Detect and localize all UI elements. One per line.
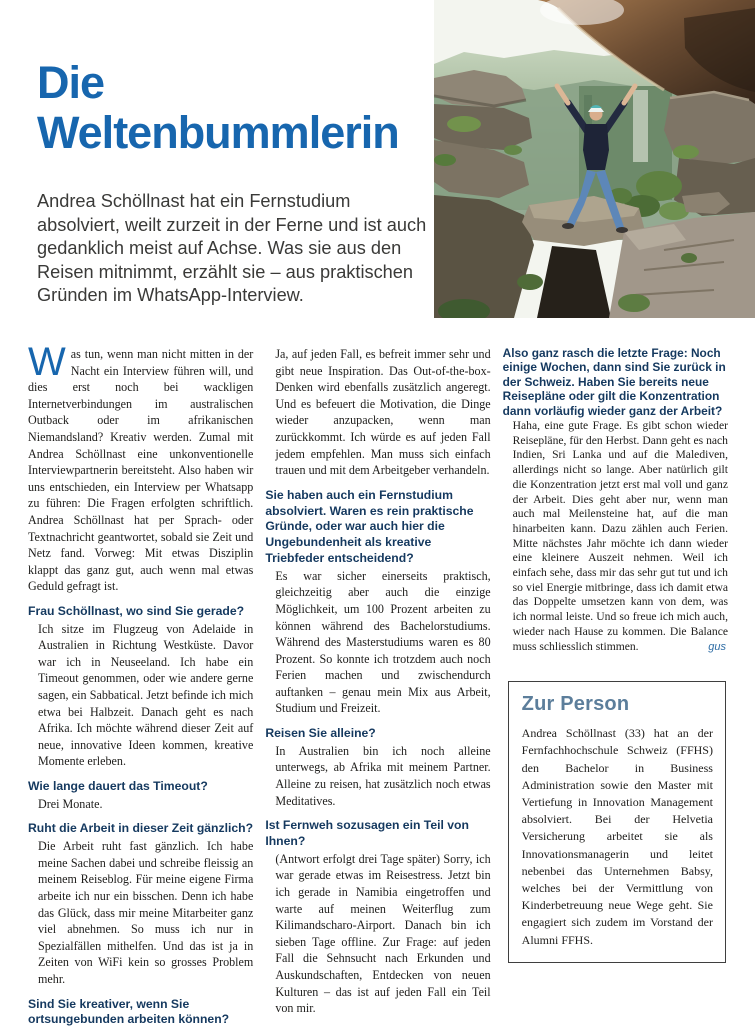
- article-header: [37, 58, 435, 308]
- answer: Ja, auf jeden Fall, es befreit immer sehr und gibt neue Inspiration. Das Out-of-the-box-Denken wird ebenfalls zusätzlich angeregt. Und es befeuert die Motivation, die Dinge wieder anzupacken, wenn man zurückkommt. Ich würde es auf jeden Fall jedem empfehlen. Man muss sich einfach trauen und mit dem Arbeitgeber verhandeln.: [275, 347, 491, 478]
- person-box-text: Andrea Schöllnast (33) hat an der Fernfachhochschule Schweiz (FFHS) den Bachelor in Business Administration sowie den Master mit Vertiefung in Innovation Management absolviert. Bei der Helvetia Versicherung arbeitet sie als Innovationsmanagerin und leitet nebenbei das Unternehmen Babsy, welches bei der Vermittlung von Kinderbetreuung neue Wege geht. Sie engagiert sich zudem im Vorstand der Alumni FFHS.: [521, 726, 713, 947]
- article-body: [28, 340, 728, 1029]
- hero-photo: [434, 0, 755, 318]
- lead-text: as tun, wenn man nicht mitten in der Nacht ein Interview führen will, und dies erst noch bei wackligen Internetverbindungen im australischen Outback oder im afrikanischen Niemandsland? Kreativ werden. Zumal mit Andrea Schöllnast eine unkonventionelle Interviewpartnerin bereitsteht. Also haben wir uns entschieden, ein Interview per Whatsapp zu führen: Die Fragen erfolgten schriftlich. Andrea Schöllnast hat per Sprach- oder Textnachricht geantwortet, sobald sie Zeit und Netz fand. Vorweg: Mit etwas Disziplin klappt das ganz gut, auch wenn mal etwas Geduld gefragt ist.: [28, 347, 254, 594]
- qa-block: [28, 821, 253, 987]
- author-credit: gus: [708, 640, 726, 653]
- lead-paragraph: [28, 340, 254, 595]
- answer: (Antwort erfolgt drei Tage später) Sorry, ich war gerade etwas im Reisestress. Jetzt bin ich gerade in Namibia eingetroffen und warte auf meinen Weiterflug zum Kilimandscharo-Airport. Danach bin ich sieben Tage offline. Zur Frage: auf jeden Fall die Sehnsucht nach Erkunden und Auskundschaften, Entdecken von neuen Kulturen – das ist auf jeden Fall ein Teil von mir.: [275, 851, 491, 1016]
- question: Wie lange dauert das Timeout?: [28, 779, 208, 794]
- qa-block: [503, 346, 728, 654]
- qa-block: [28, 604, 253, 770]
- answer: Die Arbeit ruht fast gänzlich. Ich habe meine Sachen dabei und schreibe fleissig an meinem Reiseblog. Für meine eigene Firma arbeite ich nur ein bisschen. Denn ich habe das Glück, dass mir meine Mitarbeiter ganz viel abnehmen. So muss ich nur in Spezialfällen mithelfen. Und das ist ja in Zeiten von WiFi kein so grosses Problem mehr.: [38, 839, 254, 986]
- person-box: [508, 681, 726, 962]
- person-box-title: Zur Person: [521, 693, 630, 716]
- hero-photo-illustration: [434, 0, 755, 318]
- answer: Drei Monate.: [38, 796, 103, 811]
- qa-block: [265, 726, 490, 809]
- drop-cap: W: [28, 340, 66, 384]
- column-1: [28, 340, 254, 1029]
- answer: Haha, eine gute Frage. Es gibt schon wieder Reisepläne, für den Herbst. Dann geht es nach Indien, Sri Lanka und auf die Malediven, allerdings nicht so lange. Aber natürlich gilt die Konzentration jetzt erst mal voll und ganz der Arbeit. Dies geht aber nur, wenn man auch mal Meilensteine hat, auf die man hinarbeiten kann. Dazu zählen auch Ferien. Mitte nächstes Jahr möchte ich dann wieder eine kleinere Auszeit nehmen. Weil ich einfach sehe, dass mir das sehr gut tut und ich so viel Energie mitbringe, dass ich damit etwa das Doppelte umsetzen kann von dem, was ich normal leiste. Und so freue ich mich auch, wieder nach Hause zu kommen. Die Balance muss schliesslich stimmen.: [512, 419, 728, 653]
- question: Ist Fernweh sozusagen ein Teil von Ihnen?: [265, 818, 469, 849]
- question: Frau Schöllnast, wo sind Sie gerade?: [28, 603, 245, 618]
- question: Sind Sie kreativer, wenn Sie ortsungebunden arbeiten können?: [28, 996, 230, 1027]
- page-title: [37, 58, 435, 158]
- photo-foreground-rocks: [434, 192, 755, 318]
- qa-block: [28, 997, 253, 1029]
- question: Also ganz rasch die letzte Frage: Noch einige Wochen, dann sind Sie zurück in der Schweiz. Haben Sie bereits neue Reisepläne oder gilt die Konzentration dann vorläufig wieder ganz der Arbeit?: [502, 346, 726, 418]
- qa-block: [28, 779, 253, 812]
- qa-block: [265, 346, 490, 479]
- page-title-line1: Die: [37, 57, 105, 108]
- answer: Ich sitze im Flugzeug von Adelaide in Australien in Richtung Westküste. Davor war ich in Neuseeland. Ich habe ein Timeout genommen, oder wie andere gerne sagen, ein Sabbatical. Jetzt befinde ich mich etwa bei Halbzeit. Danach geht es nach Afrika. Ich möchte während dieser Zeit auf neue, innovative Ideen kommen, kreative Momente erleben.: [38, 621, 254, 769]
- question: Sie haben auch ein Fernstudium absolviert. Waren es rein praktische Gründe, oder war auch hier die Ungebundenheit als kreative Triebfeder entscheidend?: [265, 487, 474, 565]
- question: Ruht die Arbeit in dieser Zeit gänzlich?: [28, 821, 254, 836]
- article-intro: Andrea Schöllnast hat ein Fernstudium absolviert, weilt zurzeit in der Ferne und ist auch gedanklich meist auf Achse. Was sie aus den Reisen mitnimmt, erzählt sie – aus praktischen Gründen im WhatsApp-Interview.: [37, 191, 427, 305]
- qa-block: [265, 818, 490, 1017]
- column-2: [265, 346, 490, 1029]
- qa-block: [265, 488, 490, 717]
- answer: In Australien bin ich noch alleine unterwegs, ab Afrika mit meinem Partner. Alleine zu reisen, hat zusätzlich noch etwas Meditatives.: [275, 743, 491, 808]
- page-title-line2: Weltenbummlerin: [37, 107, 399, 158]
- column-3: [503, 346, 728, 1029]
- photo-left-rocks: [434, 70, 532, 198]
- question: Reisen Sie alleine?: [265, 726, 376, 741]
- answer: Es war sicher einerseits praktisch, gleichzeitig aber auch die einzige Möglichkeit, um 100 Prozent arbeiten zu können während des Bachelorstudiums. Während des Masterstudiums waren es 80 Prozent. So konnte ich trotzdem auch noch Ferien machen und zwischendurch auftanken – genau mein Mix aus Arbeit, Studium und Freizeit.: [275, 568, 491, 716]
